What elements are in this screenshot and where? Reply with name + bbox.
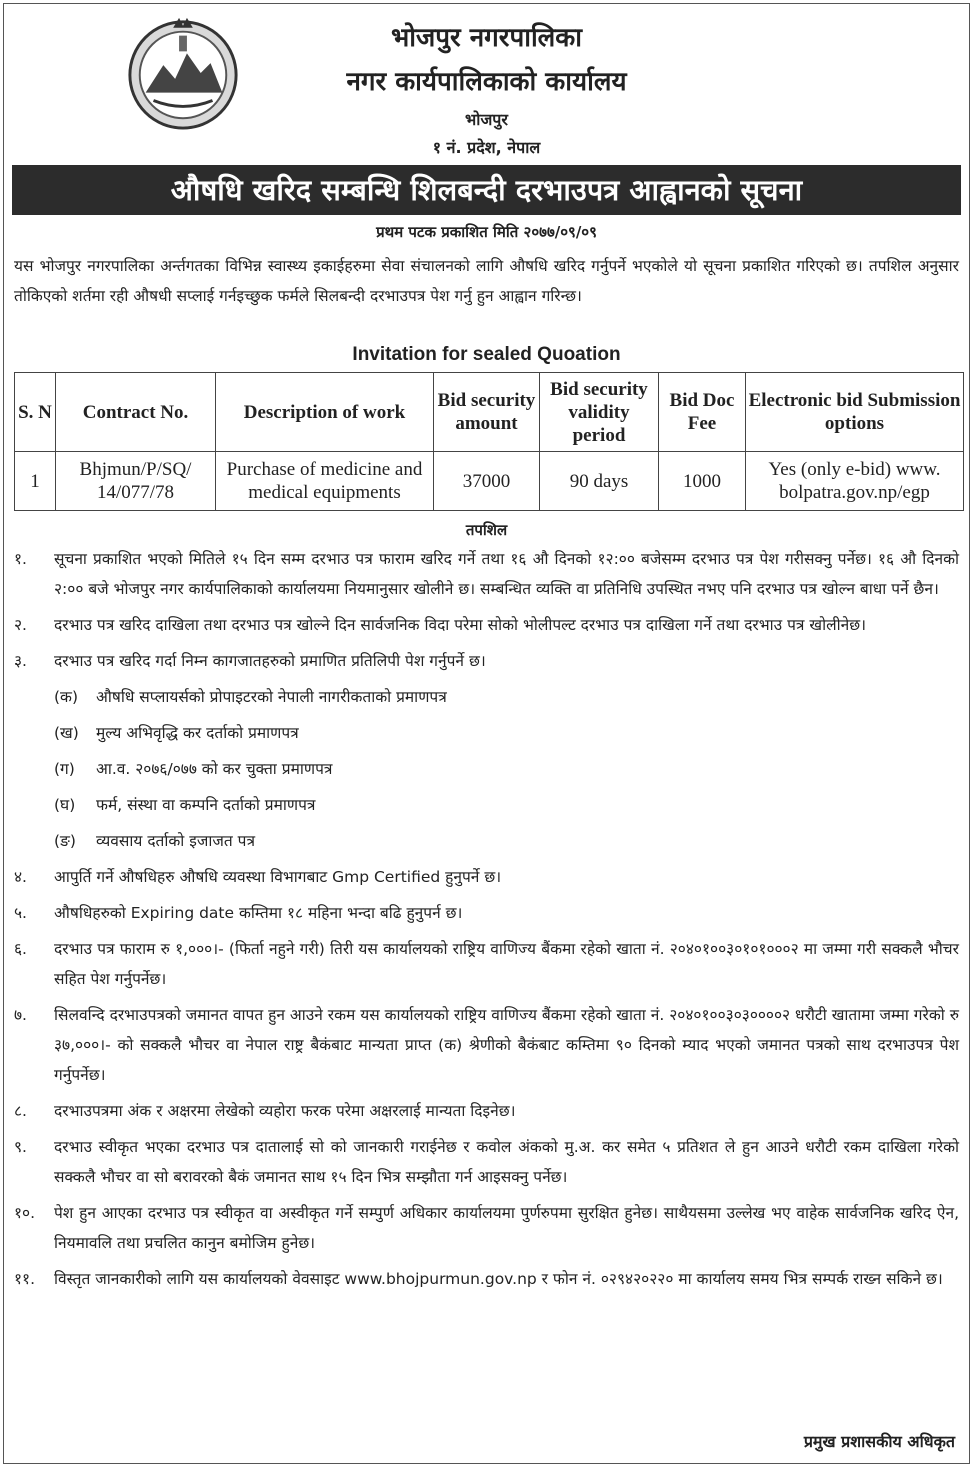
list-item-number: ३. — [14, 652, 27, 670]
sub-list-item-number: (क) — [54, 688, 78, 706]
list-item-number: ४. — [14, 868, 27, 886]
list-item-number: ८. — [14, 1102, 27, 1120]
list-item-text: औषधिहरुको Expiring date कम्तिमा १८ महिना भन्दा बढि हुनुपर्न छ। — [54, 904, 463, 922]
sub-list-item-number: (घ) — [54, 796, 76, 814]
list-item-text: पेश हुन आएका दरभाउ पत्र स्वीकृत वा अस्वीकृत गर्ने सम्पुर्ण अधिकार कार्यालयमा पुर्णरुपमा सुरक्षित हुनेछ। साथैयसमा उल्लेख भए वाहेक सार्वजनिक खरिद ऐन, नियमावलि तथा प्रचलित कानुन बमोजिम हुनेछ। — [54, 1204, 959, 1252]
list-item — [14, 1264, 959, 1294]
list-item-text: दरभाउ पत्र खरिद दाखिला तथा दरभाउ पत्र खोल्ने दिन सार्वजनिक विदा परेमा सोको भोलीपल्ट दरभाउ पत्र दाखिला गर्ने तथा दरभाउ पत्र खोलीनेछ। — [54, 616, 866, 634]
list-item — [14, 544, 959, 604]
sub-list-item-text: मुल्य अभिवृद्धि कर दर्ताको प्रमाणपत्र — [96, 724, 299, 742]
list-item — [14, 1000, 959, 1090]
table-cell: Bhjmun/P/SQ/ 14/077/78 — [56, 452, 216, 511]
conditions-list — [14, 544, 959, 1300]
list-item-text: आपुर्ति गर्ने औषधिहरु औषधि व्यवस्था विभागबाट Gmp Certified हुनुपर्ने छ। — [54, 868, 502, 886]
table-header-cell: Description of work — [216, 373, 434, 452]
list-item-text: दरभाउपत्रमा अंक र अक्षरमा लेखेको व्यहोरा फरक परेमा अक्षरलाई मान्यता दिइनेछ। — [54, 1102, 516, 1120]
sub-list-item-text: फर्म, संस्था वा कम्पनि दर्ताको प्रमाणपत्र — [96, 796, 316, 814]
table-header-cell: Bid Doc Fee — [659, 373, 746, 452]
list-item-number: ७. — [14, 1006, 27, 1024]
list-item — [14, 898, 959, 928]
list-item-text: सिलवन्दि दरभाउपत्रको जमानत वापत हुन आउने रकम यस कार्यालयको राष्ट्रिय वाणिज्य बैंकमा रहेको खाता नं. २०४०१००३०३००००२ धरौटी खातामा जम्मा गरेको रु ३७,०००।- को सक्कलै भौचर वा नेपाल राष्ट्र बैकंबाट मान्यता प्राप्त (क) श्रेणीको बैकंबाट कम्तिमा ९० दिनको म्याद भएको जमानत पत्रको साथ दरभाउपत्र पेश गर्नुपर्नेछ। — [54, 1006, 959, 1084]
sub-list-item — [14, 718, 959, 748]
place-name: भोजपुर — [465, 110, 508, 129]
notice-title-banner: औषधि खरिद सम्बन्धि शिलबन्दी दरभाउपत्र आह्वानको सूचना — [12, 165, 961, 215]
list-item — [14, 1132, 959, 1192]
table-cell: Yes (only e-bid) www. bolpatra.gov.np/egp — [746, 452, 964, 511]
table-row — [15, 452, 964, 511]
list-item-number: ६. — [14, 940, 27, 958]
list-item-text: विस्तृत जानकारीको लागि यस कार्यालयको वेवसाइट www.bhojpurmun.gov.np र फोन नं. ०२९४२०२२० मा कार्यालय समय भित्र सम्पर्क राख्न सकिने छ। — [54, 1270, 943, 1288]
sub-list-item-number: (ख) — [54, 724, 79, 742]
published-date: प्रथम पटक प्रकाशित मिति २०७७/०९/०९ — [376, 223, 597, 241]
list-item — [14, 1096, 959, 1126]
intro-paragraph: यस भोजपुर नगरपालिका अर्न्तगतका विभिन्न स्वास्थ्य इकाईहरुमा सेवा संचालनको लागि औषधि खरिद गर्नुपर्ने भएकोले यो सूचना प्रकाशित गरिएको छ। तपशिल अनुसार तोकिएको शर्तमा रही औषधी सप्लाई गर्नइच्छुक फर्मले सिलबन्दी दरभाउपत्र पेश गर्नु हुन आह्वान गरिन्छ। — [14, 257, 959, 305]
sub-list-item-number: (ग) — [54, 760, 75, 778]
sub-list-item-text: व्यवसाय दर्ताको इजाजत पत्र — [96, 832, 255, 850]
invitation-title: Invitation for sealed Quoation — [352, 344, 621, 365]
sub-list-item — [14, 682, 959, 712]
list-item — [14, 934, 959, 994]
list-item-text: दरभाउ पत्र खरिद गर्दा निम्न कागजातहरुको प्रमाणित प्रतिलिपी पेश गर्नुपर्ने छ। — [54, 652, 486, 670]
list-item-number: १०. — [14, 1204, 36, 1222]
list-item — [14, 862, 959, 892]
list-item-text: सूचना प्रकाशित भएको मितिले १५ दिन सम्म दरभाउ पत्र फाराम खरिद गर्ने तथा १६ औ दिनको १२:०० बजेसम्म दरभाउ पत्र पेश गरीसक्नु पर्नेछ। १६ औ दिनको २:०० बजे भोजपुर नगर कार्यपालिकाको कार्यालयमा नियमानुसार खोलीने छ। सम्बन्धित व्यक्ति वा प्रतिनिधि उपस्थित नभए पनि दरभाउ पत्र खोल्न बाधा पर्ने छैन। — [54, 550, 959, 598]
list-item-text: दरभाउ पत्र फाराम रु १,०००।- (फिर्ता नहुने गरी) तिरी यस कार्यालयको राष्ट्रिय वाणिज्य बैंकमा रहेको खाता नं. २०४०१००३०१०१०००२ मा जम्मा गरी सक्कलै भौचर सहित पेश गर्नुपर्नेछ। — [54, 940, 959, 988]
bid-table — [14, 372, 964, 511]
table-header-cell: Contract No. — [56, 373, 216, 452]
list-item-text: दरभाउ स्वीकृत भएका दरभाउ पत्र दातालाई सो को जानकारी गराईनेछ र कवोल अंकको मु.अ. कर समेत ५ प्रतिशत ले हुन आउने धरौटी रकम दाखिला गरेको सक्कलै भौचर वा सो बरावरको बैकं जमानत साथ १५ दिन भित्र सम्झौता गर्न आइसक्नु पर्नेछ। — [54, 1138, 959, 1186]
list-item-number: ११. — [14, 1270, 36, 1288]
table-header-cell: Electronic bid Submission options — [746, 373, 964, 452]
list-item — [14, 646, 959, 676]
list-item-number: २. — [14, 616, 27, 634]
table-cell: Purchase of medicine and medical equipments — [216, 452, 434, 511]
office-name: नगर कार्यपालिकाको कार्यालय — [346, 67, 627, 97]
list-item — [14, 1198, 959, 1258]
list-item-number: १. — [14, 550, 27, 568]
sub-list-item-number: (ङ) — [54, 832, 76, 850]
table-cell: 37000 — [434, 452, 540, 511]
province-name: १ नं. प्रदेश, नेपाल — [432, 138, 541, 157]
sub-list-item-text: आ.व. २०७६/०७७ को कर चुक्ता प्रमाणपत्र — [96, 760, 333, 778]
table-cell: 1000 — [659, 452, 746, 511]
table-cell: 90 days — [540, 452, 659, 511]
signature-title: प्रमुख प्रशासकीय अधिकृत — [803, 1432, 955, 1451]
list-item-number: ५. — [14, 904, 27, 922]
sub-list-item-text: औषधि सप्लायर्सको प्रोपाइटरको नेपाली नागरीकताको प्रमाणपत्र — [96, 688, 447, 706]
list-item-number: ९. — [14, 1138, 27, 1156]
sub-list-item — [14, 790, 959, 820]
list-item — [14, 610, 959, 640]
details-heading: तपशिल — [465, 521, 508, 539]
table-header-row — [15, 373, 964, 452]
sub-list-item — [14, 826, 959, 856]
table-header-cell: Bid security amount — [434, 373, 540, 452]
municipality-name: भोजपुर नगरपालिका — [390, 23, 583, 53]
table-header-cell: S. N — [15, 373, 56, 452]
table-cell: 1 — [15, 452, 56, 511]
table-header-cell: Bid security validity period — [540, 373, 659, 452]
sub-list-item — [14, 754, 959, 784]
notice-page — [3, 3, 970, 1464]
